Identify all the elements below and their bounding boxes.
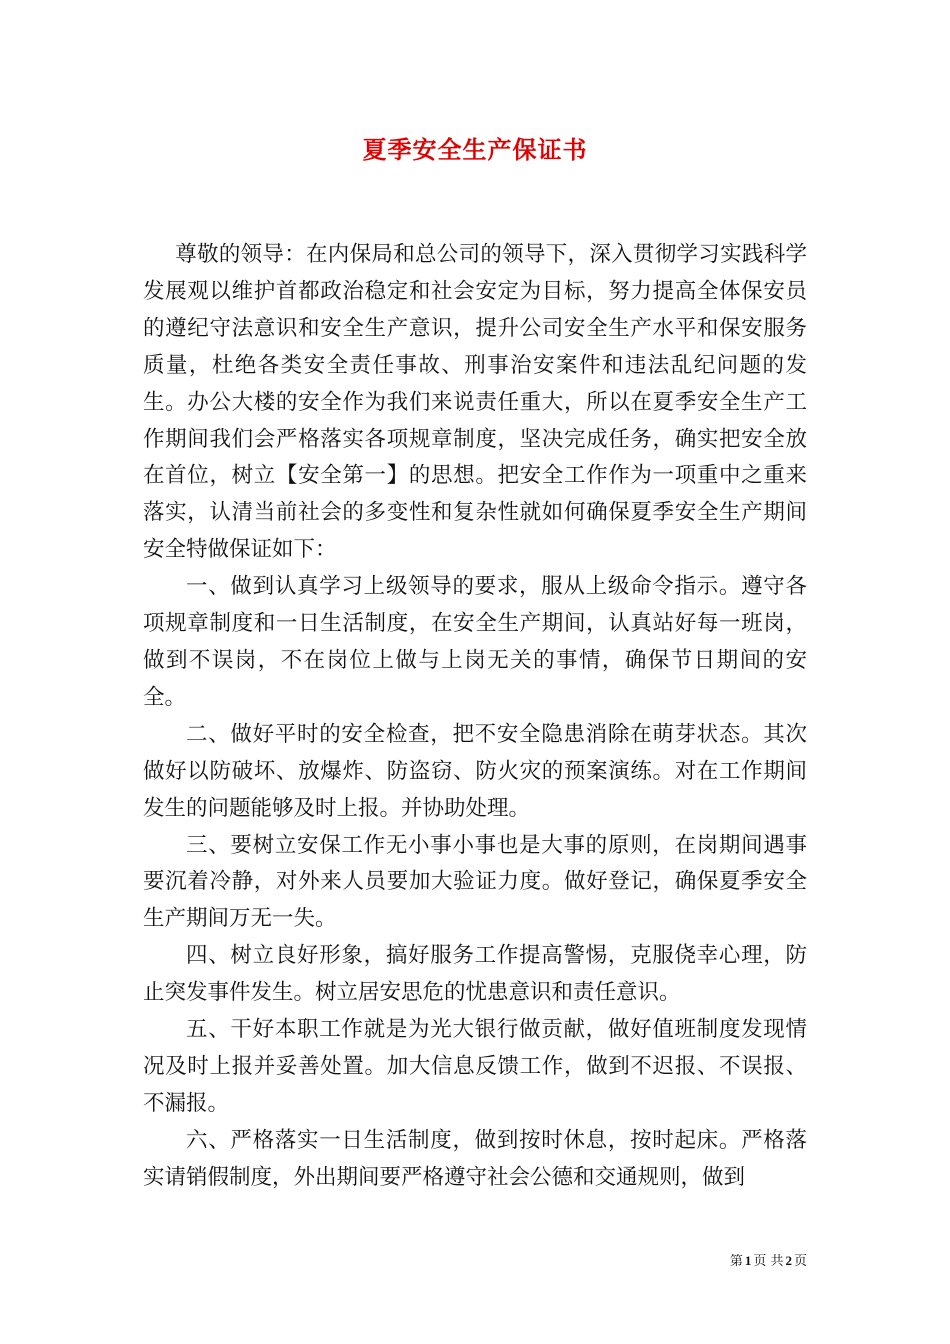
footer-middle: 页 共 [753,1254,784,1269]
paragraph-item-5: 五、干好本职工作就是为光大银行做贡献，做好值班制度发现情况及时上报并妥善处置。加大信息反馈工作，做到不迟报、不误报、不漏报。 [143,1017,807,1116]
total-pages-number: 2 [785,1253,792,1268]
paragraph-item-4: 四、树立良好形象，搞好服务工作提高警惕，克服侥幸心理，防止突发事件发生。树立居安思危的忧患意识和责任意识。 [143,943,807,1006]
footer-prefix: 第 [729,1254,743,1269]
paragraph-item-2: 二、做好平时的安全检查，把不安全隐患消除在萌芽状态。其次做好以防破坏、放爆炸、防盗窃、防火灾的预案演练。对在工作期间发生的问题能够及时上报。并协助处理。 [143,721,807,821]
footer-suffix: 页 [793,1254,807,1269]
current-page-number: 1 [744,1253,752,1268]
page-footer [730,1252,807,1271]
paragraph-item-1: 一、做到认真学习上级领导的要求，服从上级命令指示。遵守各项规章制度和一日生活制度，在安全生产期间，认真站好每一班岗，做到不误岗，不在岗位上做与上岗无关的事情，确保节日期间的安全。 [143,574,807,710]
paragraph-item-3: 三、要树立安保工作无小事小事也是大事的原则，在岗期间遇事要沉着冷静，对外来人员要加大验证力度。做好登记，确保夏季安全生产期间万无一失。 [143,832,807,932]
paragraph-intro: 尊敬的领导：在内保局和总公司的领导下，深入贯彻学习实践科学发展观以维护首都政治稳定和社会安定为目标，努力提高全体保安员的遵纪守法意识和安全生产意识，提升公司安全生产水平和保安服务质量，杜绝各类安全责任事故、刑事治安案件和违法乱纪问题的发生。办公大楼的安全作为我们来说责任重大，所以在夏季安全生产工作期间我们会严格落实各项规章制度，坚决完成任务，确实把安全放在首位，树立【安全第一】的思想。把安全工作作为一项重中之重来落实，认清当前社会的多变性和复杂性就如何确保夏季安全生产期间安全特做保证如下： [143,242,807,563]
paragraph-item-6: 六、严格落实一日生活制度，做到按时休息，按时起床。严格落实请销假制度，外出期间要严格遵守社会公德和交通规则，做到 [143,1127,807,1190]
document-title: 夏季安全生产保证书 [362,135,588,164]
document-body [143,237,807,1197]
